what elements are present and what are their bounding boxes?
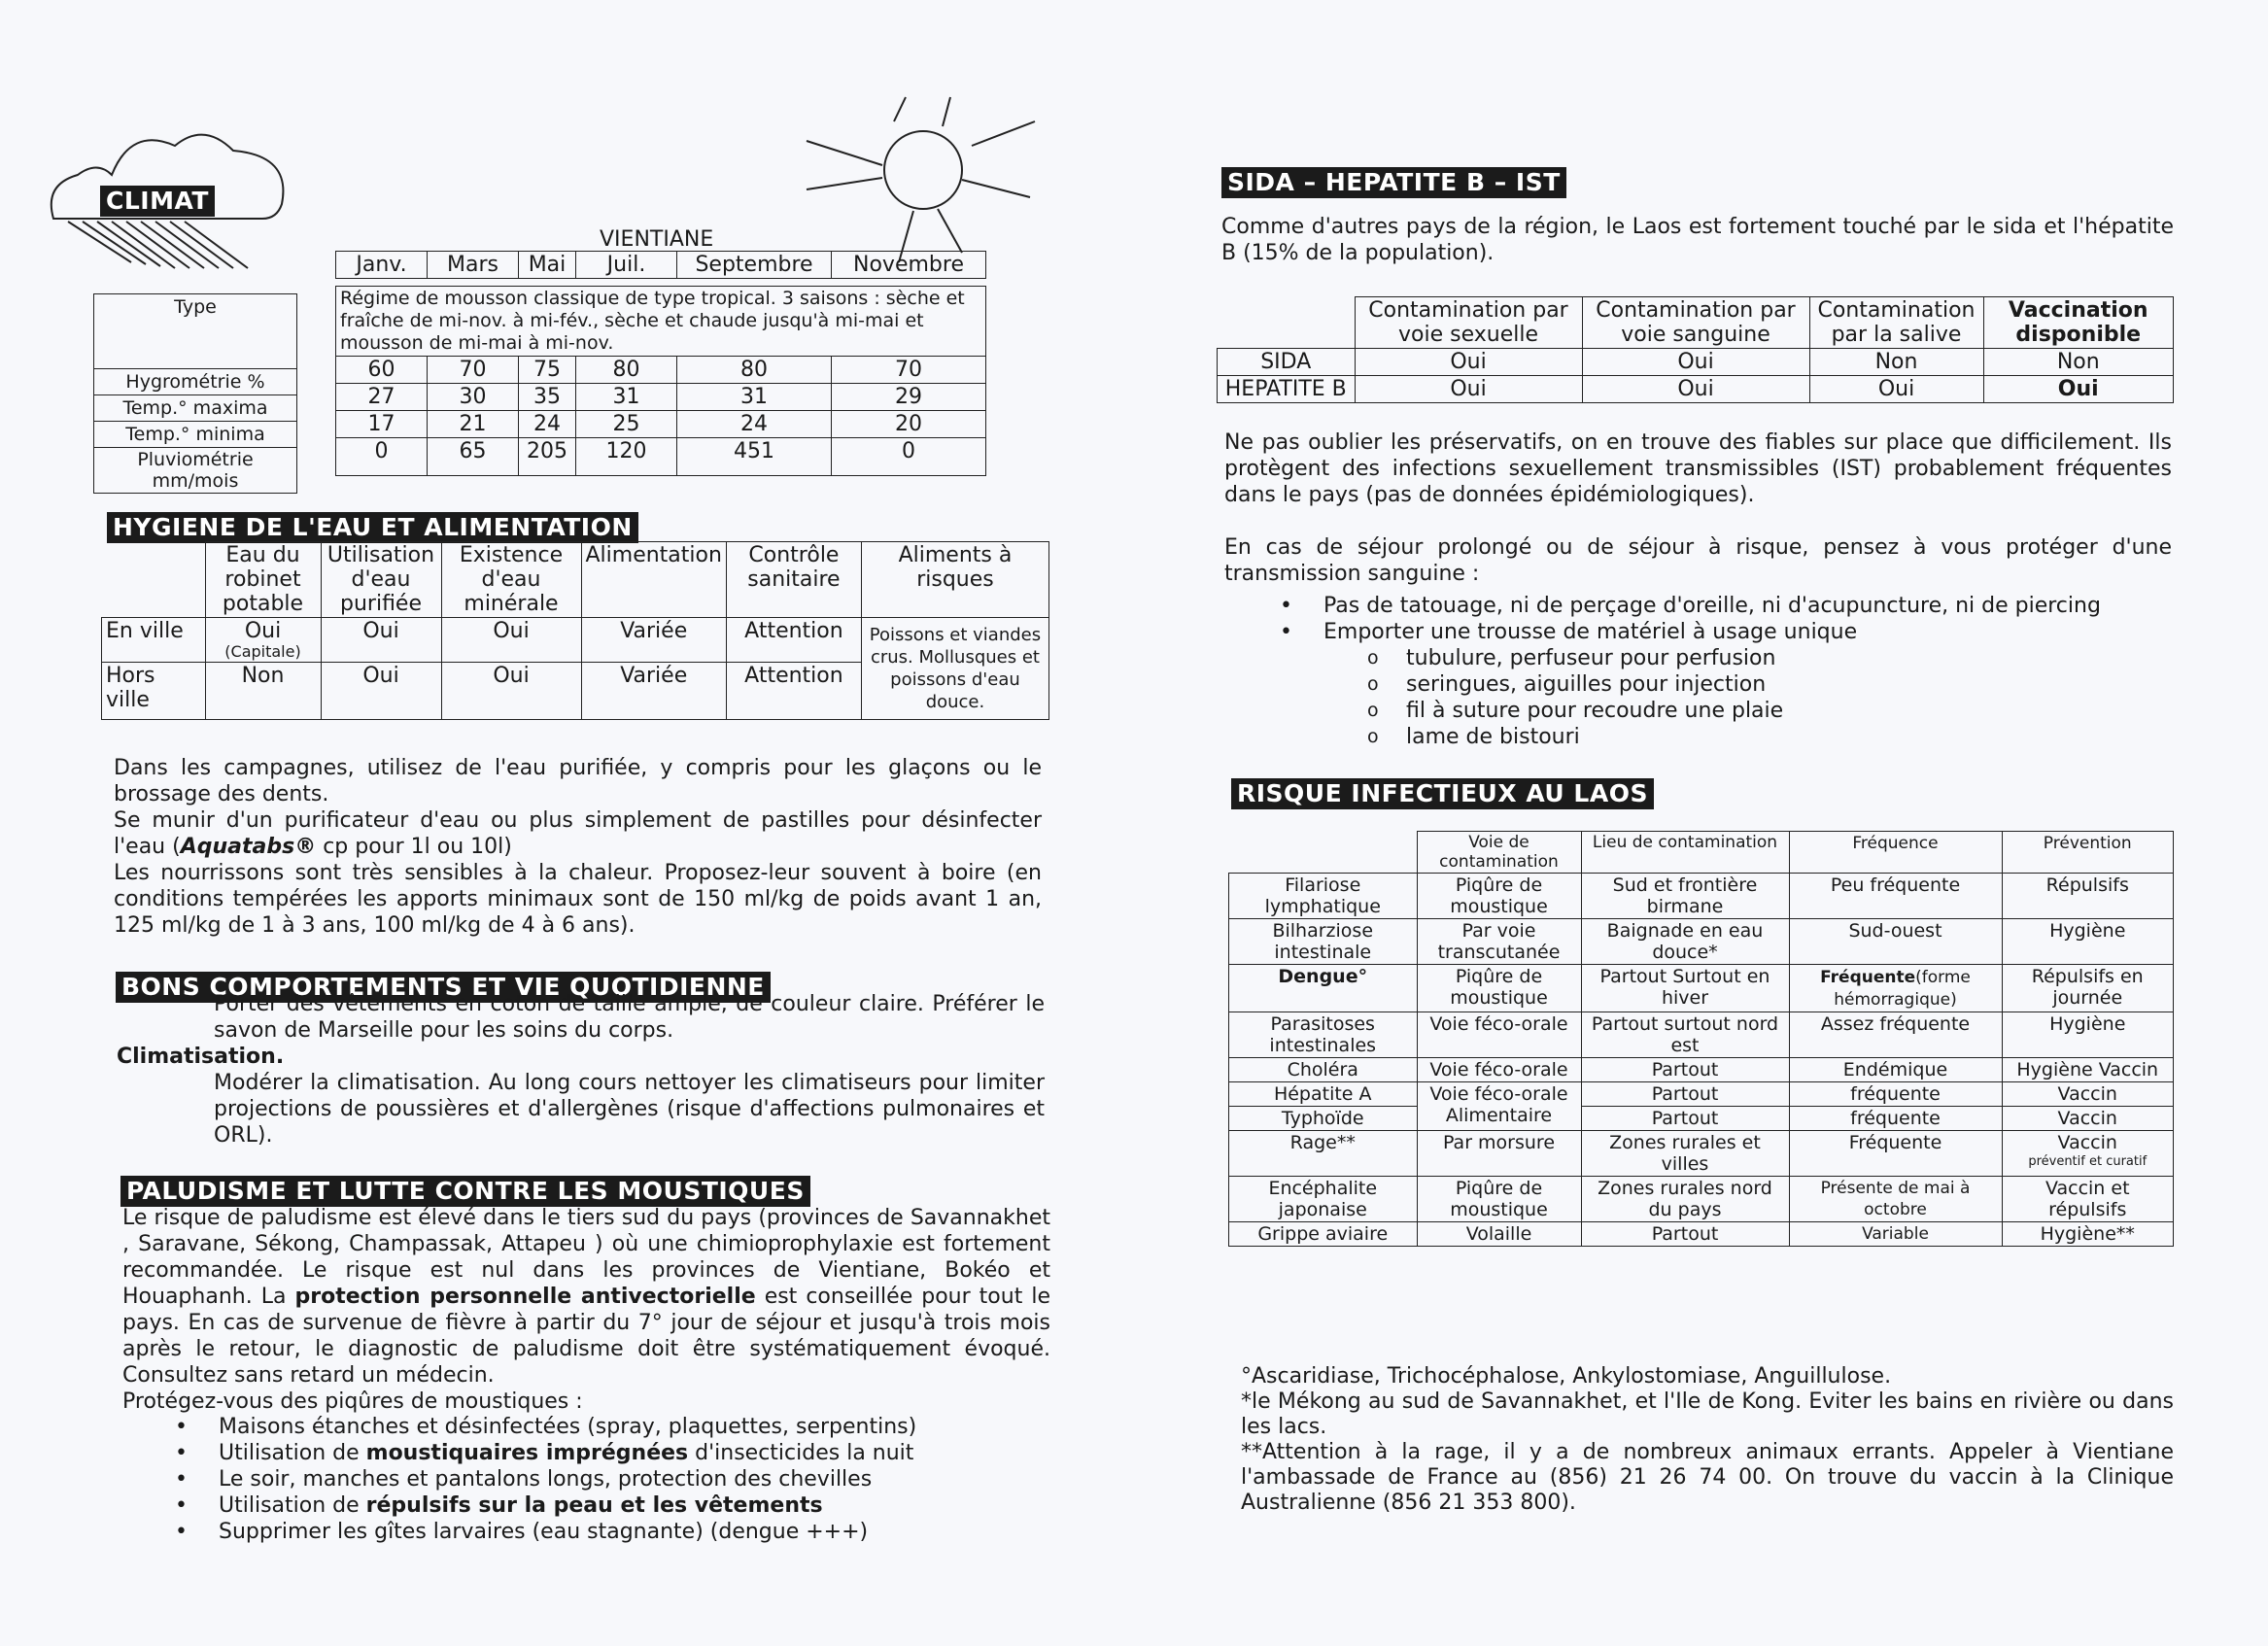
value-cell: Par voie transcutanée xyxy=(1417,919,1581,965)
column-header: Fréquence xyxy=(1789,832,2002,874)
value-cell: Oui xyxy=(1582,376,1809,403)
column-header: Eau du robinet potable xyxy=(205,542,321,618)
sub-list-item: o fil à suture pour recoudre une plaie xyxy=(1270,698,2174,724)
value-cell: Partout xyxy=(1581,1107,1789,1131)
hygiene-table xyxy=(101,541,1049,720)
value-cell: 25 xyxy=(576,411,677,438)
column-header: Aliments à risques xyxy=(861,542,1048,618)
column-header: Alimentation xyxy=(581,542,726,618)
value-cell: Sud-ouest xyxy=(1789,919,2002,965)
text: En cas de séjour prolongé ou de séjour à risque, pensez à vous protéger d'une transmission sanguine : xyxy=(1224,535,2172,586)
value-cell: Hygiène Vaccin xyxy=(2002,1058,2174,1082)
sida-header: SIDA – HEPATITE B – IST xyxy=(1221,167,1566,198)
value-cell: 70 xyxy=(832,357,986,384)
value-cell: 31 xyxy=(576,384,677,411)
text: Ne pas oublier les préservatifs, on en trouve des fiables sur place que difficilement. Ils protègent des infections sexuellement transmissibles (IST) probablement fréquentes dans le pays (pas de données épidémiologiques). xyxy=(1224,430,2172,507)
climate-values-table xyxy=(335,286,986,476)
disease-cell: Encéphalite japonaise xyxy=(1229,1177,1418,1222)
value-cell: 65 xyxy=(428,438,519,476)
type-label: Type xyxy=(94,294,297,369)
value-cell: Non xyxy=(1809,349,1983,376)
sun-icon xyxy=(797,92,1049,267)
climate-months-table xyxy=(335,251,986,279)
value-cell: Non xyxy=(1983,349,2174,376)
value-cell: 24 xyxy=(519,411,576,438)
footnote: °Ascaridiase, Trichocéphalose, Ankylostomiase, Anguillulose. xyxy=(1241,1364,1892,1389)
value-cell: Oui xyxy=(1983,376,2174,403)
value-cell: 17 xyxy=(336,411,428,438)
value-cell: Voie féco-orale Alimentaire xyxy=(1417,1082,1581,1131)
value-cell: Oui xyxy=(321,618,441,663)
column-header: Prévention xyxy=(2002,832,2174,874)
value-cell: Variable xyxy=(1789,1222,2002,1247)
value-cell: 31 xyxy=(677,384,832,411)
value-cell: Zones rurales nord du pays xyxy=(1581,1177,1789,1222)
paludisme-paragraph xyxy=(122,1205,1050,1415)
value-cell: 80 xyxy=(576,357,677,384)
value-cell: Vaccin préventif et curatif xyxy=(2002,1131,2174,1177)
climat-header: CLIMAT xyxy=(100,186,215,217)
disease-cell: Rage** xyxy=(1229,1131,1418,1177)
disease-cell: Filariose lymphatique xyxy=(1229,874,1418,919)
disease-cell: Hépatite A xyxy=(1229,1082,1418,1107)
value-cell: 60 xyxy=(336,357,428,384)
sida-intro: Comme d'autres pays de la région, le Laos est fortement touché par le sida et l'hépatite B (15% de la population). xyxy=(1221,215,2174,265)
value-cell: Piqûre de moustique xyxy=(1417,965,1581,1012)
column-header: Vaccination disponible xyxy=(1983,297,2174,349)
paludisme-header: PALUDISME ET LUTTE CONTRE LES MOUSTIQUES xyxy=(120,1176,810,1207)
row-label: Pluviométrie mm/mois xyxy=(94,448,297,494)
empty-cell xyxy=(1229,832,1418,874)
list-item: • Maisons étanches et désinfectées (spray, plaquettes, serpentins) xyxy=(165,1414,1040,1440)
text: est conseillée pour tout le pays. En cas de survenue de fièvre à partir du 7° jour de séjour et jusqu'à trois mois après le retour, le diagnostic de paludisme doit être systématiquement évoqué. Consultez sans retard un médecin. xyxy=(122,1285,1051,1388)
value-cell: Partout surtout nord est xyxy=(1581,1012,1789,1058)
value-cell: Piqûre de moustique xyxy=(1417,1177,1581,1222)
value-cell: Non xyxy=(205,663,321,720)
sub-list-item: o seringues, aiguilles pour injection xyxy=(1270,671,2174,698)
value-cell: 70 xyxy=(428,357,519,384)
value-cell: Partout xyxy=(1581,1222,1789,1247)
value-cell: Oui xyxy=(1355,349,1582,376)
disease-cell: Dengue° xyxy=(1229,965,1418,1012)
row-label: Temp.° maxima xyxy=(94,395,297,422)
value-cell: Oui (Capitale) xyxy=(205,618,321,663)
comportements-paragraph xyxy=(117,991,1045,1149)
value-cell: 0 xyxy=(336,438,428,476)
list-item: • Utilisation de moustiquaires imprégnées d'insecticides la nuit xyxy=(165,1440,1040,1466)
value-cell: Baignade en eau douce* xyxy=(1581,919,1789,965)
disease-cell: Parasitoses intestinales xyxy=(1229,1012,1418,1058)
text: Se munir d'un purificateur d'eau ou plus simplement de pastilles pour désinfecter l'eau ( xyxy=(114,808,1042,859)
value-cell: Partout Surtout en hiver xyxy=(1581,965,1789,1012)
disease-cell: Grippe aviaire xyxy=(1229,1222,1418,1247)
month-cell: Janv. xyxy=(336,252,428,279)
value-cell: Vaccin xyxy=(2002,1107,2174,1131)
value-cell: Voie féco-orale xyxy=(1417,1012,1581,1058)
value-cell: Vaccin et répulsifs xyxy=(2002,1177,2174,1222)
row-label: Temp.° minima xyxy=(94,422,297,448)
value-cell: Répulsifs xyxy=(2002,874,2174,919)
footnote: *le Mékong au sud de Savannakhet, et l'Ile de Kong. Eviter les bains en rivière ou dans les lacs. xyxy=(1241,1389,2174,1439)
value-cell: Répulsifs en journée xyxy=(2002,965,2174,1012)
list-item: • Emporter une trousse de matériel à usage unique o tubulure, perfuseur pour perfusion o seringues, aiguilles pour injection o fil à suture pour recoudre une plaie o lame de bistouri xyxy=(1270,619,2174,750)
empty-cell xyxy=(102,542,206,618)
text: cp pour 1l ou 10l) xyxy=(316,835,512,859)
city-label: VIENTIANE xyxy=(600,227,714,252)
value-cell: 451 xyxy=(677,438,832,476)
column-header: Contamination par voie sexuelle xyxy=(1355,297,1582,349)
value-cell: 35 xyxy=(519,384,576,411)
column-header: Lieu de contamination xyxy=(1581,832,1789,874)
row-label: Hygrométrie % xyxy=(94,369,297,395)
value-cell: Zones rurales et villes xyxy=(1581,1131,1789,1177)
disease-cell: Choléra xyxy=(1229,1058,1418,1082)
value-cell: 30 xyxy=(428,384,519,411)
list-item: • Le soir, manches et pantalons longs, protection des chevilles xyxy=(165,1466,1040,1492)
value-cell: Fréquente(forme hémorragique) xyxy=(1789,965,2002,1012)
risk-foods-cell: Poissons et viandes crus. Mollusques et poissons d'eau douce. xyxy=(861,618,1048,720)
value-cell: Volaille xyxy=(1417,1222,1581,1247)
value-cell: Présente de mai à octobre xyxy=(1789,1177,2002,1222)
row-label: Hors ville xyxy=(102,663,206,720)
row-label: HEPATITE B xyxy=(1218,376,1356,403)
column-header: Contamination par voie sanguine xyxy=(1582,297,1809,349)
right-page xyxy=(1134,0,2268,1646)
value-cell: 27 xyxy=(336,384,428,411)
value-cell: Oui xyxy=(321,663,441,720)
value-cell: Partout xyxy=(1581,1082,1789,1107)
value-cell: Variée xyxy=(581,663,726,720)
climate-labels-table xyxy=(93,293,297,494)
value-cell: Hygiène xyxy=(2002,919,2174,965)
value-cell: Vaccin xyxy=(2002,1082,2174,1107)
sida-table xyxy=(1217,296,2174,403)
column-header: Voie de contamination xyxy=(1417,832,1581,874)
column-header: Contrôle sanitaire xyxy=(726,542,861,618)
value-cell: Sud et frontière birmane xyxy=(1581,874,1789,919)
risque-table xyxy=(1228,831,2174,1247)
list-item: • Utilisation de répulsifs sur la peau et les vêtements xyxy=(165,1492,1040,1519)
month-cell: Mai xyxy=(519,252,576,279)
column-header: Contamination par la salive xyxy=(1809,297,1983,349)
list-item: • Pas de tatouage, ni de perçage d'oreille, ni d'acupuncture, ni de piercing xyxy=(1270,593,2174,619)
sub-list xyxy=(1270,645,2174,750)
text: Protégez-vous des piqûres de moustiques : xyxy=(122,1389,583,1414)
value-cell: Oui xyxy=(1355,376,1582,403)
hygiene-header: HYGIENE DE L'EAU ET ALIMENTATION xyxy=(107,512,638,543)
brand-name: Aquatabs® xyxy=(180,835,317,859)
value-cell: 0 xyxy=(832,438,986,476)
value-cell: 21 xyxy=(428,411,519,438)
value-cell: Assez fréquente xyxy=(1789,1012,2002,1058)
disease-cell: Bilharziose intestinale xyxy=(1229,919,1418,965)
row-label: SIDA xyxy=(1218,349,1356,376)
value-cell: Partout xyxy=(1581,1058,1789,1082)
value-cell: Oui xyxy=(1809,376,1983,403)
text: Le risque de paludisme est élevé dans le tiers sud du pays (provinces de Savannakhet , Saravane, Sékong, Champassak, Attapeu ) où une chimioprophylaxie est fortement recommandée. Le risque est nul dans les provinces de Vientiane, Bokéo et Houaphanh. La xyxy=(122,1206,1050,1309)
value-cell: 24 xyxy=(677,411,832,438)
value-cell: 75 xyxy=(519,357,576,384)
value-cell: fréquente xyxy=(1789,1082,2002,1107)
value-cell: 29 xyxy=(832,384,986,411)
footnote: **Attention à la rage, il y a de nombreux animaux errants. Appeler à Vientiane l'ambassade de France au (856) 21 26 74 00. On trouve du vaccin à la Clinique Australienne (856 21 353 800). xyxy=(1241,1440,2174,1515)
value-cell: Oui xyxy=(441,618,581,663)
risque-header: RISQUE INFECTIEUX AU LAOS xyxy=(1231,778,1654,809)
column-header: Existence d'eau minérale xyxy=(441,542,581,618)
sida-paragraph xyxy=(1224,429,2172,587)
text: Porter des vêtements en coton de taille ample, de couleur claire. Préférer le savon de Marseille pour les soins du corps. xyxy=(214,992,1045,1043)
value-cell: Hygiène xyxy=(2002,1012,2174,1058)
value-cell: Oui xyxy=(441,663,581,720)
empty-cell xyxy=(1218,297,1356,349)
text: Modérer la climatisation. Au long cours nettoyer les climatiseurs pour limiter projections de poussières et d'allergènes (risque d'affections pulmonaires et ORL). xyxy=(214,1071,1045,1148)
disease-cell: Typhoïde xyxy=(1229,1107,1418,1131)
risque-notes xyxy=(1241,1364,2174,1516)
value-cell: Hygiène** xyxy=(2002,1222,2174,1247)
row-label: En ville xyxy=(102,618,206,663)
type-description: Régime de mousson classique de type tropical. 3 saisons : sèche et fraîche de mi-nov. à mi-fév., sèche et chaude jusqu'à mi-mai et mousson de mi-mai à mi-nov. xyxy=(336,287,986,357)
value-cell: Oui xyxy=(1582,349,1809,376)
month-cell: Septembre xyxy=(677,252,832,279)
value-cell: Voie féco-orale xyxy=(1417,1058,1581,1082)
emphasis: protection personnelle antivectorielle xyxy=(294,1285,756,1309)
sub-list-item: o lame de bistouri xyxy=(1270,724,2174,750)
value-cell: 205 xyxy=(519,438,576,476)
subtitle: Climatisation. xyxy=(117,1045,285,1069)
text: Les nourrissons sont très sensibles à la chaleur. Proposez-leur souvent à boire (en conditions tempérées les apports minimaux sont de 150 ml/kg de poids avant 1 an, 125 ml/kg de 1 à 3 ans, 100 ml/kg de 4 à 6 ans). xyxy=(114,861,1042,938)
value-cell: 120 xyxy=(576,438,677,476)
value-cell: fréquente xyxy=(1789,1107,2002,1131)
value-cell: 20 xyxy=(832,411,986,438)
month-cell: Juil. xyxy=(576,252,677,279)
value-cell: Endémique xyxy=(1789,1058,2002,1082)
column-header: Utilisation d'eau purifiée xyxy=(321,542,441,618)
comportements-header: BONS COMPORTEMENTS ET VIE QUOTIDIENNE xyxy=(116,972,771,1003)
sub-list-item: o tubulure, perfuseur pour perfusion xyxy=(1270,645,2174,671)
text: Dans les campagnes, utilisez de l'eau purifiée, y compris pour les glaçons ou le brossage des dents. xyxy=(114,756,1042,806)
hygiene-paragraph xyxy=(114,755,1042,939)
value-cell: 80 xyxy=(677,357,832,384)
moustiques-list xyxy=(165,1414,1040,1545)
value-cell: Peu fréquente xyxy=(1789,874,2002,919)
list-item: • Supprimer les gîtes larvaires (eau stagnante) (dengue +++) xyxy=(165,1519,1040,1545)
value-cell: Fréquente xyxy=(1789,1131,2002,1177)
sida-list xyxy=(1270,593,2174,750)
value-cell: Variée xyxy=(581,618,726,663)
value-cell: Piqûre de moustique xyxy=(1417,874,1581,919)
value-cell: Attention xyxy=(726,663,861,720)
month-cell: Novembre xyxy=(832,252,986,279)
value-cell: Attention xyxy=(726,618,861,663)
value-cell: Par morsure xyxy=(1417,1131,1581,1177)
month-cell: Mars xyxy=(428,252,519,279)
